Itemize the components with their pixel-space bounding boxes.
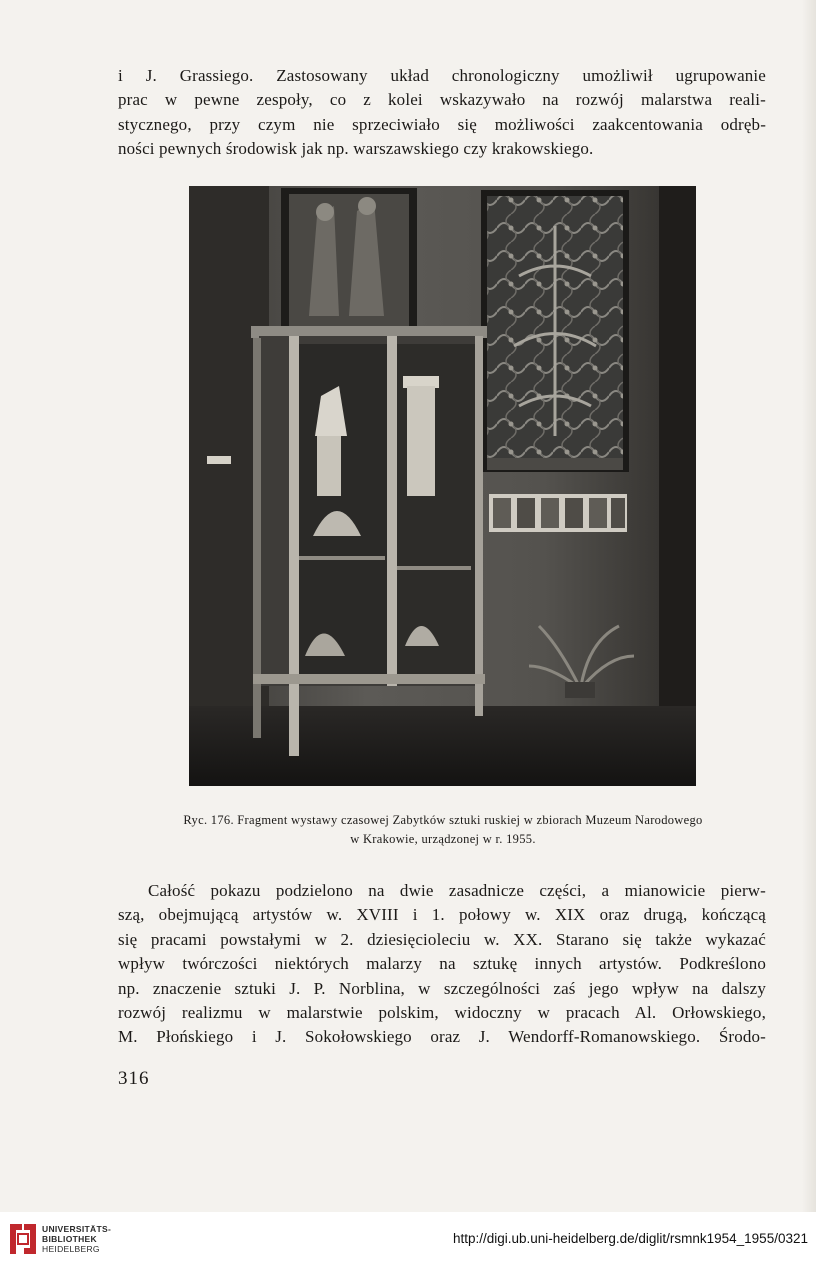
photo-illustration bbox=[189, 186, 696, 786]
exhibition-photo bbox=[189, 186, 696, 786]
text-line: stycznego, przy czym nie sprzeciwiało się możliwości zaakcentowania odręb- bbox=[118, 114, 766, 134]
permalink-url[interactable]: http://digi.ub.uni-heidelberg.de/diglit/rsmnk1954_1955/0321 bbox=[452, 1231, 808, 1246]
text-line: ności pewnych środowisk jak np. warszawskiego czy krakowskiego. bbox=[118, 139, 594, 159]
text-line: wpływ twórczości niektórych malarzy na sztukę innych artystów. Podkreślono bbox=[118, 954, 766, 974]
library-logo-icon[interactable] bbox=[8, 1220, 38, 1263]
text-line: i J. Grassiego. Zastosowany układ chronologiczny umożliwił ugrupowanie bbox=[118, 66, 766, 85]
paragraph-top bbox=[118, 64, 766, 162]
text-line: rozwój realizmu w malarstwie polskim, widoczny w pracach Al. Orłowskiego, bbox=[118, 1002, 766, 1022]
caption-line: Ryc. 176. Fragment wystawy czasowej Zabytków sztuki ruskiej w zbiorach Muzeum Narodowego bbox=[183, 813, 703, 827]
text-line: się pracami powstałymi w 2. dziesięcioleciu w. XX. Starano się także wykazać bbox=[118, 929, 766, 949]
page-number: 316 bbox=[118, 1068, 150, 1089]
text-line: Całość pokazu podzielono na dwie zasadnicze części, a mianowicie pierw- bbox=[148, 881, 766, 900]
page-edge-shadow bbox=[802, 0, 816, 1212]
text-line: M. Płońskiego i J. Sokołowskiego oraz J. Wendorff-Romanowskiego. Środo- bbox=[118, 1027, 766, 1047]
caption-line: w Krakowie, urządzonej w r. 1955. bbox=[350, 832, 536, 846]
paragraph-bottom bbox=[118, 879, 766, 1050]
text-line: np. znaczenie sztuki J. P. Norblina, w szczególności zaś jego wpływ na dalszy bbox=[118, 978, 766, 998]
text-line: prac w pewne zespoły, co z kolei wskazywało na rozwój malarstwa reali- bbox=[118, 90, 766, 110]
text-line: szą, obejmującą artystów w. XVIII i 1. połowy w. XIX oraz drugą, kończącą bbox=[118, 905, 766, 925]
viewer-footer bbox=[0, 1212, 816, 1269]
library-name-line: HEIDELBERG bbox=[42, 1244, 100, 1254]
library-name bbox=[42, 1224, 111, 1254]
library-name-line: UNIVERSITÄTS- bbox=[42, 1224, 112, 1234]
library-name-line: BIBLIOTHEK bbox=[42, 1234, 97, 1244]
figure-caption bbox=[118, 811, 768, 849]
